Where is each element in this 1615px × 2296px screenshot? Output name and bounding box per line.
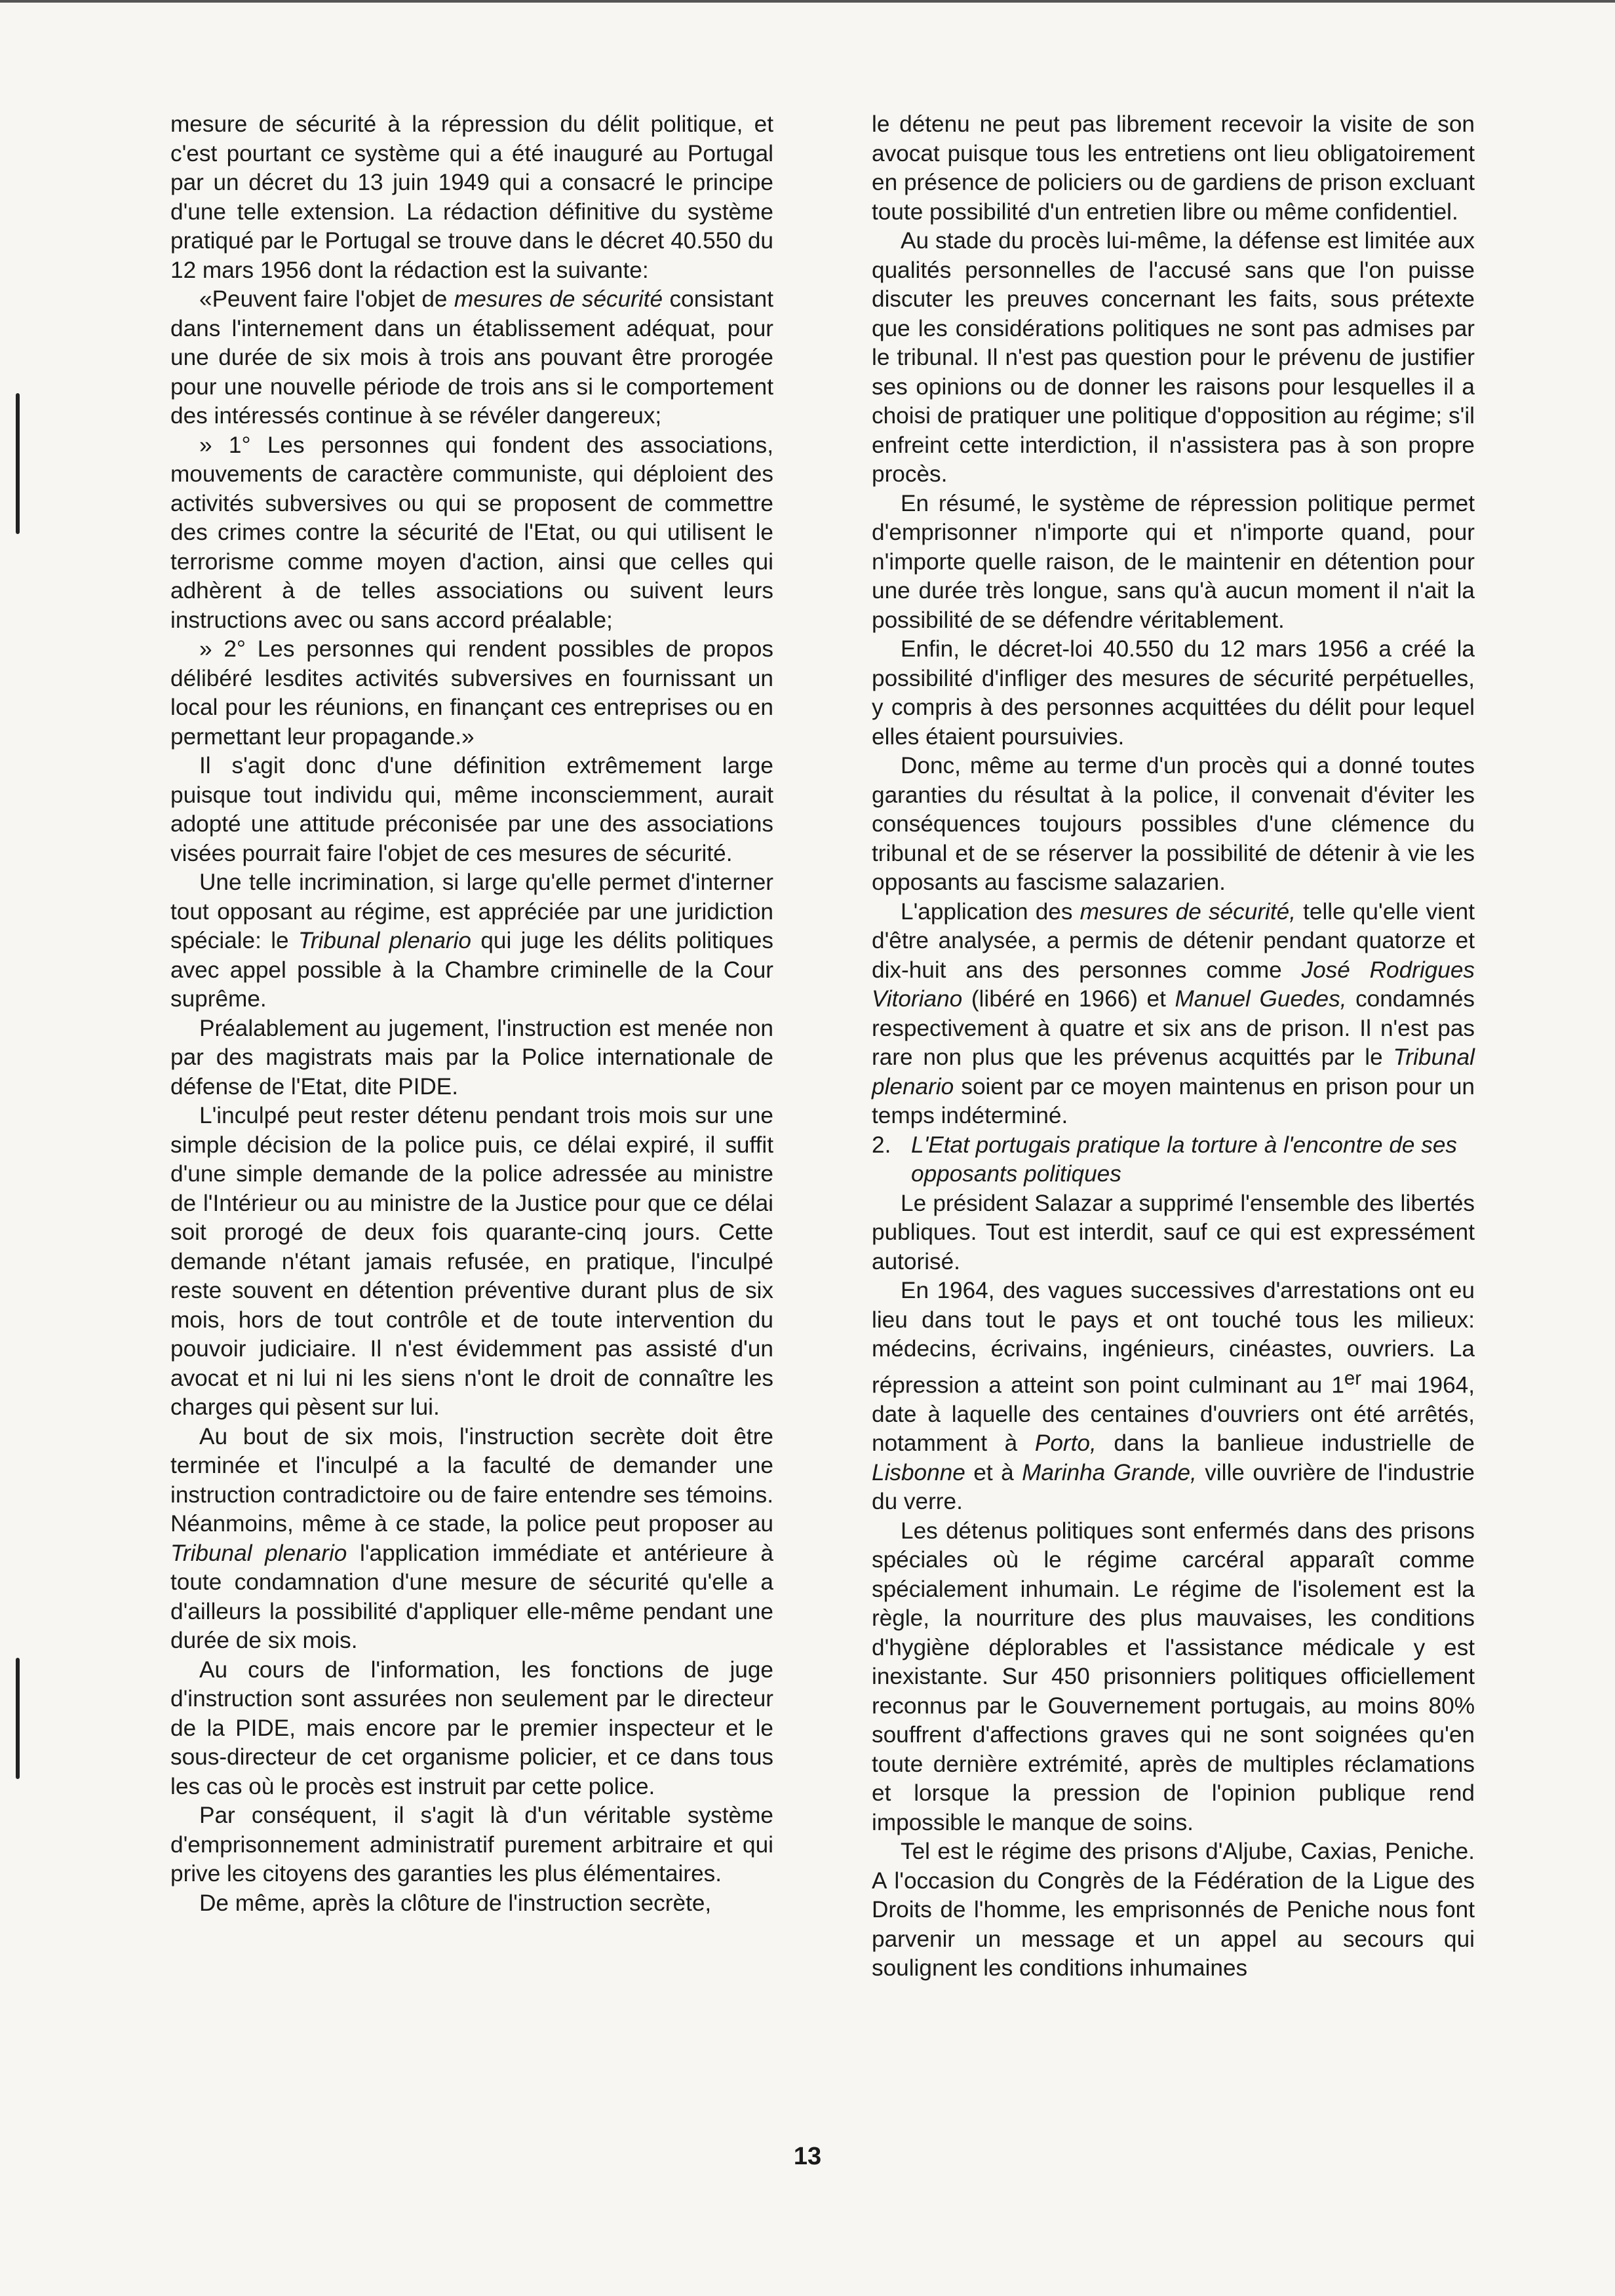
- paragraph: L'inculpé peut rester détenu pendant trois mois sur une simple décision de la police puis, ce délai expiré, il suffit d'une simple demande de la police adressée au ministre de l'Intérieur ou au ministre de la Justice pour que ce délai soit prorogé de deux fois quarante-cinq jours. Cette demande n'étant jamais refusée, en pratique, l'inculpé reste souvent en détention préventive durant plus de six mois, hors de tout contrôle et de toute intervention du pouvoir judiciaire. Il n'est évidemment pas assisté d'un avocat et ni lui ni les siens n'ont le droit de connaître les charges qui pèsent sur lui.: [170, 1103, 773, 1420]
- paragraph: De même, après la clôture de l'instruction secrète,: [199, 1890, 712, 1916]
- paragraph: Le président Salazar a supprimé l'ensemble des libertés publiques. Tout est interdit, sauf ce qui est expressément autorisé.: [872, 1190, 1475, 1274]
- left-column: [170, 110, 773, 1918]
- section-number: 2.: [872, 1132, 891, 1158]
- paragraph: Enfin, le décret-loi 40.550 du 12 mars 1956 a créé la possibilité d'infliger des mesures de sécurité perpétuelles, y compris à des personnes acquittées du délit pour lequel elles étaient poursuivies.: [872, 636, 1475, 750]
- page-number: 13: [793, 2143, 822, 2170]
- paragraph: le détenu ne peut pas librement recevoir la visite de son avocat puisque tous les entretiens ont lieu obligatoirement en présence de policiers ou de gardiens de prison excluant toute possibilité d'un entretien libre ou même confidentiel.: [872, 111, 1475, 225]
- paragraph: Une telle incrimination, si large qu'elle permet d'interner tout opposant au régime, est appréciée par une juridiction spéciale: le Tribunal plenario qui juge les délits politiques avec appel possible à la Chambre criminelle de la Cour suprême.: [170, 870, 773, 1012]
- quotation-item-1: » 1° Les personnes qui fondent des associations, mouvements de caractère communiste, qui déploient des activités subversives ou qui se proposent de commettre des crimes contre la sécurité de l'Etat, ou qui utilisent le terrorisme comme moyen d'action, ainsi que celles qui adhèrent à de telles associations ou suivent leurs instructions avec ou sans accord préalable;: [170, 432, 773, 633]
- section-heading: [872, 1131, 1475, 1189]
- right-column: [872, 110, 1475, 1983]
- paragraph: Au stade du procès lui-même, la défense est limitée aux qualités personnelles de l'accusé sans que l'on puisse discuter les preuves concernant les faits, sous prétexte que les considérations politiques ne sont pas admises par le tribunal. Il n'est pas question pour le prévenu de justifier ses opinions ou de donner les raisons pour lesquelles il a choisi de pratiquer une politique d'opposition au régime; s'il enfreint cette interdiction, il n'assistera pas à son propre procès.: [872, 228, 1475, 487]
- paragraph: Au cours de l'information, les fonctions de juge d'instruction sont assurées non seulement par le directeur de la PIDE, mais encore par le premier inspecteur et le sous-directeur de cet organisme policier, et ce dans tous les cas où le procès est instruit par cette police.: [170, 1656, 773, 1799]
- paragraph: mesure de sécurité à la répression du délit politique, et c'est pourtant ce système qui a été inauguré au Portugal par un décret du 13 juin 1949 qui a consacré le principe d'une telle extension. La rédaction définitive du système pratiqué par le Portugal se trouve dans le décret 40.550 du 12 mars 1956 dont la rédaction est la suivante:: [170, 111, 773, 283]
- quotation: «Peuvent faire l'objet de mesures de sécurité consistant dans l'internement dans un établissement adéquat, pour une durée de six mois à trois ans pouvant être prorogée pour une nouvelle période de trois ans si le comportement des intéressés continue à se révéler dangereux;: [170, 286, 773, 429]
- paragraph: En 1964, des vagues successives d'arrestations ont eu lieu dans tout le pays et ont touché tous les milieux: médecins, écrivains, ingénieurs, cinéastes, ouvriers. La répression a atteint son point culminant au 1er mai 1964, date à laquelle des centaines d'ouvriers ont été arrêtés, notamment à Porto, dans la banlieue industrielle de Lisbonne et à Marinha Grande, ville ouvrière de l'industrie du verre.: [872, 1278, 1475, 1515]
- paragraph: L'application des mesures de sécurité, telle qu'elle vient d'être analysée, a permis de détenir pendant quatorze et dix-huit ans des personnes comme José Rodrigues Vitoriano (libéré en 1966) et Manuel Guedes, condamnés respectivement à quatre et six ans de prison. Il n'est pas rare non plus que les prévenus acquittés par le Tribunal plenario soient par ce moyen maintenus en prison pour un temps indéterminé.: [872, 898, 1475, 1128]
- paragraph: Donc, même au terme d'un procès qui a donné toutes garanties du résultat à la police, il convenait d'éviter les conséquences toujours possibles d'une clémence du tribunal et de se réserver la possibilité de détenir à vie les opposants au fascisme salazarien.: [872, 753, 1475, 895]
- paragraph: Par conséquent, il s'agit là d'un véritable système d'emprisonnement administratif purement arbitraire et qui prive les citoyens des garanties les plus élémentaires.: [170, 1803, 773, 1886]
- paragraph: Au bout de six mois, l'instruction secrète doit être terminée et l'inculpé a la faculté de demander une instruction contradictoire ou de faire entendre ses témoins. Néanmoins, même à ce stade, la police peut proposer au Tribunal plenario l'application immédiate et antérieure à toute condamnation d'une mesure de sécurité qu'elle a d'ailleurs la possibilité d'appliquer elle-même pendant une durée de six mois.: [170, 1423, 773, 1653]
- quotation-item-2: » 2° Les personnes qui rendent possibles de propos délibéré lesdites activités subversives en fournissant un local pour les réunions, en finançant ces entreprises ou en permettant leur propagande.»: [170, 636, 773, 750]
- margin-mark: [16, 1658, 20, 1779]
- paragraph: Préalablement au jugement, l'instruction est menée non par des magistrats mais par la Police internationale de défense de l'Etat, dite PIDE.: [170, 1015, 773, 1100]
- paragraph: Tel est le régime des prisons d'Aljube, Caxias, Peniche. A l'occasion du Congrès de la Fédération de la Ligue des Droits de l'homme, les emprisonnés de Peniche nous font parvenir un message et un appel au secours qui soulignent les conditions inhumaines: [872, 1839, 1475, 1981]
- section-title: L'Etat portugais pratique la torture à l'encontre de ses opposants politiques: [911, 1132, 1458, 1187]
- margin-mark: [16, 393, 20, 534]
- top-rule: [0, 0, 1615, 3]
- paragraph: Les détenus politiques sont enfermés dans des prisons spéciales où le régime carcéral apparaît comme spécialement inhumain. Le régime de l'isolement est la règle, la nourriture des plus mauvaises, les conditions d'hygiène déplorables et l'assistance médicale y est inexistante. Sur 450 prisonniers politiques officiellement reconnus par le Gouvernement portugais, au moins 80% souffrent d'affections graves qui ne sont soignées qu'en toute dernière extrémité, après de multiples réclamations et lorsque la pression de l'opinion publique rend impossible le manque de soins.: [872, 1518, 1475, 1835]
- paragraph: En résumé, le système de répression politique permet d'emprisonner n'importe qui et n'importe quand, pour n'importe quelle raison, de le maintenir en détention pour une durée très longue, sans qu'à aucun moment il n'ait la possibilité de se défendre véritablement.: [872, 490, 1475, 633]
- paragraph: Il s'agit donc d'une définition extrêmement large puisque tout individu qui, même inconsciemment, aurait adopté une attitude préconisée par une des associations visées pourrait faire l'objet de ces mesures de sécurité.: [170, 753, 773, 866]
